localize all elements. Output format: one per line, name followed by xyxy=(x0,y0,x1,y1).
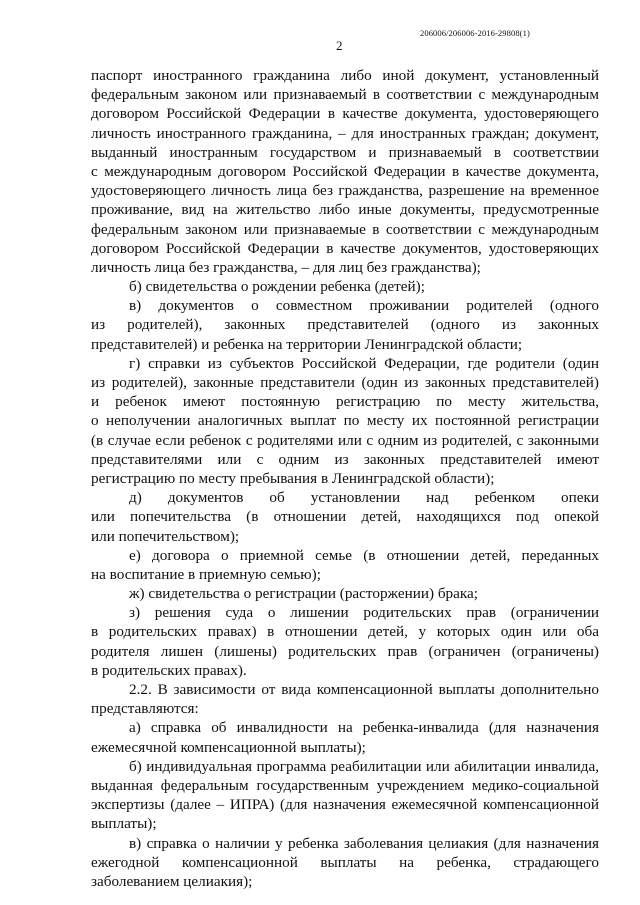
text-line: ж) свидетельства о регистрации (расторжении) брака; xyxy=(129,585,478,603)
text-line: з) решения суда о лишении родительских прав (ограничении xyxy=(129,604,599,622)
text-line: выплаты); xyxy=(91,815,157,833)
text-line: о неполучении аналогичных выплат по месту их постоянной регистрации xyxy=(91,412,599,430)
text-line: д) документов об установлении над ребенком опеки xyxy=(129,489,599,507)
text-line: выданная федеральным государственным учреждением медико-социальной xyxy=(91,776,599,794)
text-line: регистрацию по месту пребывания в Ленинградской области); xyxy=(91,469,495,487)
text-line: родителя лишен (лишены) родительских прав (ограничен (ограничены) xyxy=(91,642,599,660)
text-line: паспорт иностранного гражданина либо иной документ, установленный xyxy=(91,67,599,84)
text-line: представляются: xyxy=(91,700,199,718)
text-line: б) свидетельства о рождении ребенка (детей); xyxy=(129,278,425,296)
document-id: 206006/206006-2016-29808(1) xyxy=(420,28,530,38)
text-line: выданный иностранным государством и признаваемый в соответствии xyxy=(91,143,599,161)
text-line: в) документов о совместном проживании родителей (одного xyxy=(129,297,599,315)
text-line: или попечительством); xyxy=(91,527,240,545)
text-line: заболеванием целиакия); xyxy=(91,872,253,890)
text-line: а) справка об инвалидности на ребенка-инвалида (для назначения xyxy=(129,719,599,737)
text-line: г) справки из субъектов Российской Федерации, где родители (один xyxy=(129,354,599,372)
text-line: ежегодной компенсационной выплаты на ребенка, страдающего xyxy=(91,853,599,871)
text-line: из родителей), законных представителей (одного из законных xyxy=(91,316,599,334)
text-line: проживание, вид на жительство либо иные документы, предусмотренные xyxy=(91,201,599,219)
text-line: на воспитание в приемную семью); xyxy=(91,565,321,583)
document-body xyxy=(91,66,599,891)
text-line: или попечительства (в отношении детей, находящихся под опекой xyxy=(91,508,599,526)
text-line: и ребенок имеют постоянную регистрацию по месту жительства, xyxy=(91,393,599,411)
text-line: ежемесячной компенсационной выплаты); xyxy=(91,738,366,756)
text-line: 2.2. В зависимости от вида компенсационной выплаты дополнительно xyxy=(129,681,599,698)
text-line: удостоверяющего личность лица без гражданства, разрешение на временное xyxy=(91,182,599,200)
text-line: представителями или с одним из законных представителей имеют xyxy=(91,450,599,468)
text-line: договором Российской Федерации в качестве документа, удостоверяющего xyxy=(91,105,599,123)
text-line: с международным договором Российской Федерации в качестве документа, xyxy=(91,162,599,180)
page-number: 2 xyxy=(336,38,343,53)
text-line: личность лица без гражданства, – для лиц без гражданства); xyxy=(91,258,481,276)
text-line: из родителей), законные представители (один из законных представителей) xyxy=(91,374,599,391)
text-line: личность иностранного гражданина, – для иностранных граждан; документ, xyxy=(91,124,599,142)
text-line: федеральным законом или признаваемый в соответствии с международным xyxy=(91,86,599,104)
text-line: б) индивидуальная программа реабилитации или абилитации инвалида, xyxy=(129,757,599,775)
text-line: представителей) и ребенка на территории Ленинградской области; xyxy=(91,335,523,353)
text-line: договором Российской Федерации в качестве документов, удостоверяющих xyxy=(91,239,599,257)
text-line: в) справка о наличии у ребенка заболевания целиакия (для назначения xyxy=(129,834,599,852)
text-line: федеральным законом или признаваемые в соответствии с международным xyxy=(91,220,599,238)
text-line: в родительских правах). xyxy=(91,661,247,679)
text-line: в родительских правах) в отношении детей, у которых один или оба xyxy=(91,623,599,641)
text-line: е) договора о приемной семье (в отношении детей, переданных xyxy=(129,546,599,564)
text-line: экспертизы (далее – ИПРА) (для назначения ежемесячной компенсационной xyxy=(91,796,599,814)
text-line: (в случае если ребенок с родителями или с одним из родителей, с законными xyxy=(91,431,599,449)
